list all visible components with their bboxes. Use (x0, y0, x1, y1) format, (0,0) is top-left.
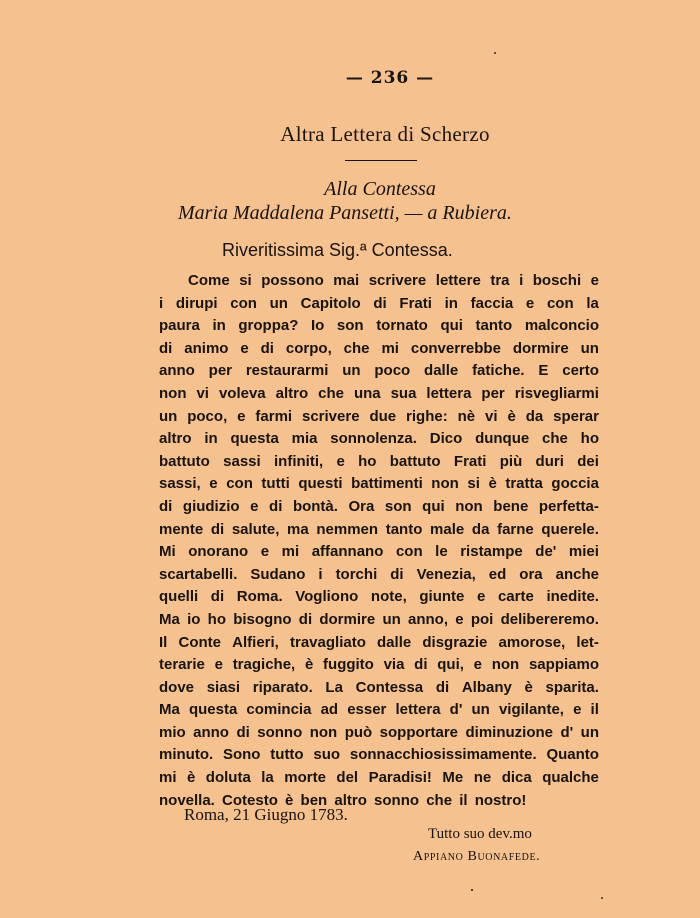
addressee-line-2: Maria Maddalena Pansetti, — a Rubiera. (178, 202, 512, 224)
body-line: quelli di Roma. Vogliono note, giunte e carte inedite. (159, 588, 599, 606)
signature: Appiano Buonafede. (413, 849, 541, 864)
body-line: di giudizio e di bontà. Ora son qui non bene perfetta- (159, 497, 599, 515)
dateline: Roma, 21 Giugno 1783. (184, 805, 348, 824)
body-line: mio anno di sonno non può sopportare diminuzione d' un (159, 723, 599, 741)
letter-body (159, 270, 599, 812)
paper-speck (471, 889, 473, 891)
body-line: scartabelli. Sudano i torchi di Venezia, ed ora anche (159, 565, 599, 583)
body-line: altro in questa mia sonnolenza. Dico dunque che ho (159, 430, 599, 448)
title-divider (345, 160, 417, 161)
body-line: mi è doluta la morte del Paradisi! Me ne dica qualche (159, 769, 599, 787)
page-number: — 236 — (345, 68, 435, 88)
body-line: non vi voleva altro che una sua lettera per risvegliarmi (159, 384, 599, 402)
body-line: battuto sassi infiniti, e ho battuto Frati più duri dei (159, 452, 599, 470)
closing: Tutto suo dev.mo (428, 826, 532, 842)
paper-speck (494, 52, 496, 54)
body-line: Ma questa comincia ad esser lettera d' un vigilante, e il (159, 701, 599, 719)
body-line: mente di salute, ma nemmen tanto male da farne querele. (159, 520, 599, 538)
body-line: i dirupi con un Capitolo di Frati in faccia e con la (159, 294, 599, 312)
body-line: Ma io ho bisogno di dormire un anno, e poi delibereremo. (159, 610, 599, 628)
body-line: Mi onorano e mi affannano con le ristampe de' miei (159, 543, 599, 561)
body-line: terarie e tragiche, è fuggito via di qui, e non sappiamo (159, 656, 599, 674)
body-line: novella. Cotesto è ben altro sonno che il nostro! (159, 791, 527, 809)
body-line: Come si possono mai scrivere lettere tra i boschi e (188, 272, 599, 289)
letter-title: Altra Lettera di Scherzo (280, 122, 490, 146)
body-line: dove siasi riparato. La Contessa di Albany è sparita. (159, 678, 599, 696)
addressee-line-1: Alla Contessa (324, 178, 436, 200)
body-line: Il Conte Alfieri, travagliato dalle disgrazie amorose, let- (159, 633, 599, 651)
paper-speck (601, 897, 603, 899)
body-line: di animo e di corpo, che mi converrebbe dormire un (159, 339, 599, 357)
greeting: Riveritissima Sig.ª Contessa. (222, 240, 453, 260)
body-line: un poco, e farmi scrivere due righe: nè vi è da sperar (159, 407, 599, 425)
body-line: paura in groppa? Io son tornato qui tanto malconcio (159, 317, 599, 335)
body-line: minuto. Sono tutto suo sonnacchiosissimamente. Quanto (159, 746, 599, 764)
body-line: anno per restaurarmi un poco dalle fatiche. E certo (159, 362, 599, 380)
body-line: sassi, e con tutti questi battimenti non si è tratta goccia (159, 475, 599, 493)
